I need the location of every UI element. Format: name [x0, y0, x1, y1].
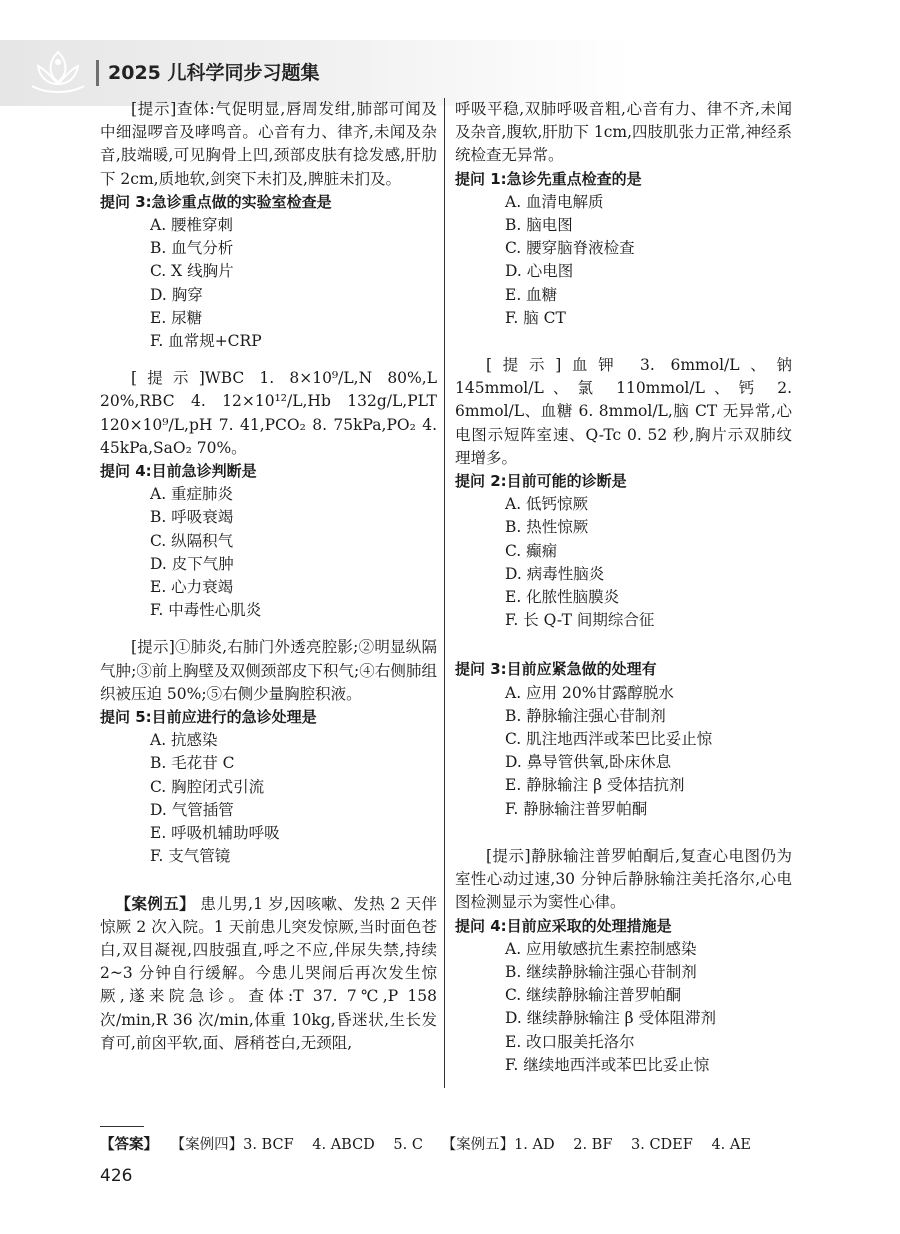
- option-item: D. 皮下气肿: [150, 554, 234, 573]
- answer-key: [100, 1133, 820, 1154]
- hint-paragraph: [提示]静脉输注普罗帕酮后,复查心电图仍为室性心动过速,30 分钟后静脉输注美托洛尔,心电图检测显示为窦性心律。: [455, 846, 792, 912]
- hint-paragraph: [提示]血钾 3. 6mmol/L、钠 145mmol/L、氯 110mmol/L、钙 2. 6mmol/L、血糖 6. 8mmol/L,脑 CT 无异常,心电图示短阵室速、Q-Tc 0. 52 秒,胸片示双肺纹理增多。: [455, 356, 792, 467]
- option-item: A. 重症肺炎: [150, 485, 234, 504]
- option-list: [455, 938, 792, 1077]
- option-item: D. 继续静脉输注 β 受体阻滞剂: [505, 1009, 717, 1028]
- option-item: C. 纵隔积气: [150, 531, 234, 550]
- hint-paragraph: [提示]①肺炎,右肺门外透亮腔影;②明显纵隔气肿;③前上胸壁及双侧颈部皮下积气;④右侧肺组织被压迫 50%;⑤右侧少量胸腔积液。: [100, 638, 437, 703]
- footnote-rule: [100, 1126, 144, 1127]
- option-item: B. 继续静脉输注强心苷制剂: [505, 962, 697, 981]
- answer-label: 【答案】: [100, 1137, 158, 1153]
- option-item: C. 癫痫: [505, 541, 558, 560]
- question-title: 提问 4:目前应采取的处理措施是: [455, 916, 672, 935]
- answer-segment: 4. AE: [711, 1137, 751, 1153]
- question-title: 提问 5:目前应进行的急诊处理是: [100, 708, 317, 727]
- option-item: F. 中毒性心肌炎: [150, 601, 262, 620]
- question-title: 提问 3:目前应紧急做的处理有: [455, 660, 657, 679]
- hint-paragraph: [提示]查体:气促明显,唇周发绀,肺部可闻及中细湿啰音及哮鸣音。心音有力、律齐,未闻及杂音,肢端暖,可见胸骨上凹,颈部皮肤有捻发感,肝肋下 2cm,质地软,剑突下未扪及,脾脏未扪及。: [100, 100, 437, 188]
- option-item: D. 气管插管: [150, 800, 234, 819]
- question-title: 提问 4:目前急诊判断是: [100, 462, 257, 481]
- question-title: 提问 2:目前可能的诊断是: [455, 472, 627, 491]
- option-item: D. 鼻导管供氧,卧床休息: [505, 753, 672, 772]
- right-column: [455, 98, 792, 1077]
- option-item: B. 血气分析: [150, 239, 234, 258]
- case-label: 【案例五】: [115, 894, 196, 913]
- column-divider: [444, 98, 445, 1088]
- option-item: A. 应用 20%甘露醇脱水: [505, 683, 674, 702]
- option-item: B. 脑电图: [505, 216, 573, 235]
- option-item: A. 血清电解质: [505, 192, 604, 211]
- answer-segment: 5. C: [393, 1137, 423, 1153]
- option-item: B. 静脉输注强心苷制剂: [505, 706, 666, 725]
- case-text: 患儿男,1 岁,因咳嗽、发热 2 天伴惊厥 2 次入院。1 天前患儿突发惊厥,当时面色苍白,双目凝视,四肢强直,呼之不应,伴尿失禁,持续 2~3 分钟自行缓解。今患儿哭闹后再次发生惊厥,遂来院急诊。查体:T 37. 7℃,P 158 次/min,R 36 次/min,体重 10kg,昏迷状,生长发育可,前囟平软,面、唇稍苍白,无颈阻,: [100, 894, 437, 1052]
- option-list: [100, 214, 437, 353]
- case-continuation: 呼吸平稳,双肺呼吸音粗,心音有力、律不齐,未闻及杂音,腹软,肝肋下 1cm,四肢肌张力正常,神经系统检查无异常。: [455, 100, 792, 165]
- answer-segment: 3. CDEF: [631, 1137, 693, 1153]
- option-item: F. 支气管镜: [150, 847, 231, 866]
- option-item: B. 热性惊厥: [505, 518, 589, 537]
- page-number: 426: [100, 1166, 133, 1186]
- option-item: A. 应用敏感抗生素控制感染: [505, 939, 697, 958]
- option-item: D. 病毒性脑炎: [505, 564, 605, 583]
- answer-segment: 2. BF: [573, 1137, 613, 1153]
- hint-paragraph: [提示]WBC 1. 8×10⁹/L,N 80%,L 20%,RBC 4. 12×10¹²/L,Hb 132g/L,PLT 120×10⁹/L,pH 7. 41,PCO₂ 8. 75kPa,PO₂ 4. 45kPa,SaO₂ 70%。: [100, 369, 437, 457]
- option-item: B. 呼吸衰竭: [150, 508, 234, 527]
- question-title: 提问 3:急诊重点做的实验室检查是: [100, 192, 332, 211]
- option-item: F. 长 Q-T 间期综合征: [505, 611, 655, 630]
- option-item: E. 心力衰竭: [150, 578, 234, 597]
- option-item: A. 腰椎穿刺: [150, 216, 234, 235]
- option-item: C. 腰穿脑脊液检查: [505, 239, 635, 258]
- option-list: [100, 729, 437, 868]
- option-item: F. 继续地西泮或苯巴比妥止惊: [505, 1055, 710, 1074]
- option-item: F. 脑 CT: [505, 308, 566, 327]
- option-list: [100, 483, 437, 622]
- option-item: B. 毛花苷 C: [150, 754, 235, 773]
- option-item: A. 抗感染: [150, 731, 218, 750]
- option-item: C. 肌注地西泮或苯巴比妥止惊: [505, 730, 713, 749]
- answer-segment: 【案例五】1. AD: [441, 1137, 555, 1153]
- book-title: 2025 儿科学同步习题集: [108, 62, 320, 84]
- option-item: C. X 线胸片: [150, 262, 234, 281]
- option-list: [455, 682, 792, 821]
- lotus-logo-icon: [26, 40, 90, 100]
- option-item: F. 静脉输注普罗帕酮: [505, 799, 648, 818]
- option-item: A. 低钙惊厥: [505, 495, 589, 514]
- option-item: D. 心电图: [505, 262, 574, 281]
- question-title: 提问 1:急诊先重点检查的是: [455, 169, 642, 188]
- answer-segment: 【案例四】3. BCF: [170, 1137, 294, 1153]
- option-item: E. 血糖: [505, 285, 558, 304]
- case-paragraph: [100, 893, 437, 1055]
- option-item: F. 血常规+CRP: [150, 332, 262, 351]
- option-item: E. 呼吸机辅助呼吸: [150, 824, 280, 843]
- option-item: C. 继续静脉输注普罗帕酮: [505, 986, 682, 1005]
- option-item: C. 胸腔闭式引流: [150, 777, 265, 796]
- option-item: E. 改口服美托洛尔: [505, 1032, 635, 1051]
- option-item: D. 胸穿: [150, 285, 203, 304]
- option-item: E. 化脓性脑膜炎: [505, 588, 620, 607]
- left-column: [100, 98, 437, 1055]
- option-list: [455, 191, 792, 330]
- answer-segment: 4. ABCD: [312, 1137, 375, 1153]
- option-item: E. 尿糖: [150, 308, 203, 327]
- header-divider: [96, 60, 99, 86]
- option-list: [455, 493, 792, 632]
- option-item: E. 静脉输注 β 受体拮抗剂: [505, 776, 685, 795]
